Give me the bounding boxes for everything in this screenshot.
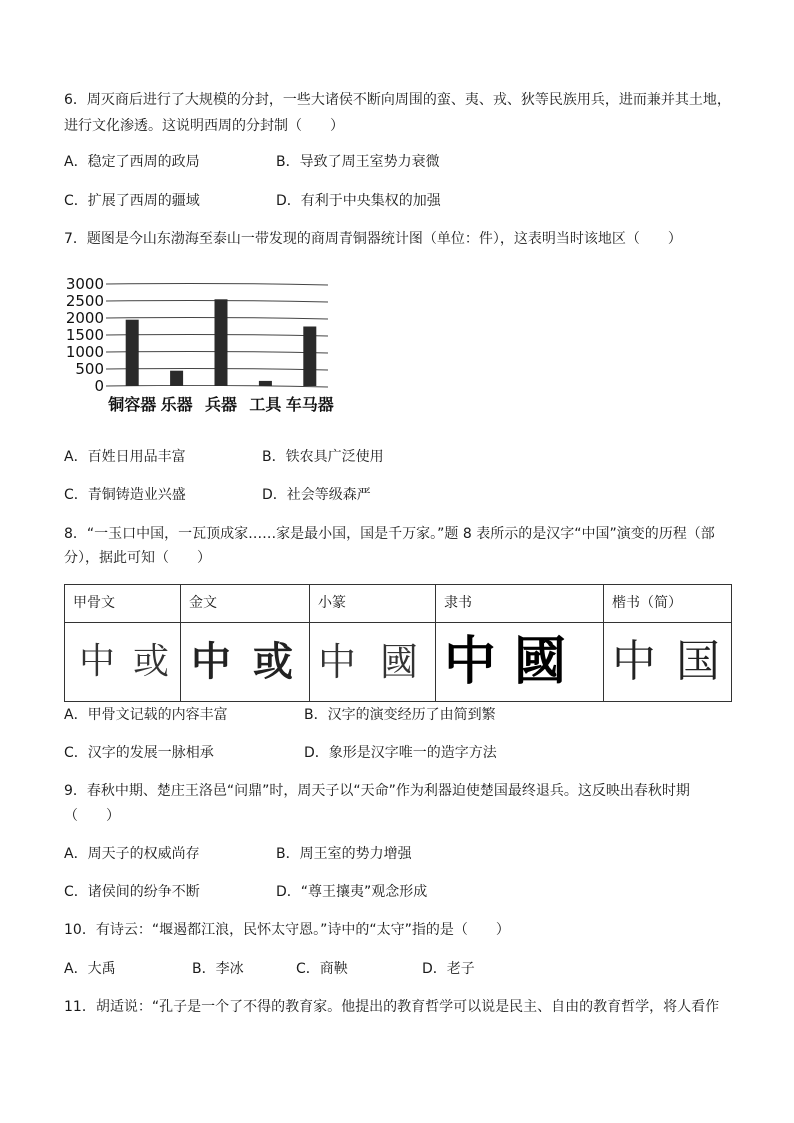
q8-option-c: C．汉字的发展一脉相承 xyxy=(64,745,214,761)
q9-stem-line2: （ ） xyxy=(64,808,120,824)
regular-script-glyphs: 中国 xyxy=(612,636,740,687)
oracle-bone-glyphs: 中或 xyxy=(79,641,188,682)
q9-option-d: D．“尊王攘夷”观念形成 xyxy=(276,884,428,900)
q6-option-c: C．扩展了西周的疆域 xyxy=(64,193,200,209)
q9-option-a: A．周天子的权威尚存 xyxy=(64,846,200,862)
q7-stem: 7．题图是今山东渤海至泰山一带发现的商周青铜器统计图（单位：件），这表明当时该地区（ ） xyxy=(64,231,682,247)
header-oracle-bone: 甲骨文 xyxy=(73,595,115,611)
table-glyph-cell xyxy=(436,623,604,701)
chart-bar xyxy=(303,327,316,387)
bronze-inscription-glyphs: 中或 xyxy=(191,638,315,685)
q10-option-d: D．老子 xyxy=(422,961,475,977)
table-glyph-cell xyxy=(65,623,188,701)
chart-bar xyxy=(170,371,183,386)
chart-y-tick-label: 0 xyxy=(94,377,104,395)
chart-y-tick-label: 2000 xyxy=(65,309,104,327)
q11-stem-line1: 11．胡适说：“孔子是一个了不得的教育家。他提出的教育哲学可以说是民主、自由的教育哲学，将人看作 xyxy=(64,999,720,1015)
q7-option-b: B．铁农具广泛使用 xyxy=(262,449,384,465)
chart-bar xyxy=(259,381,272,386)
q9-stem-line1: 9．春秋中期、楚庄王洛邑“问鼎”时，周天子以“天命”作为利器迫使楚国最终退兵。这反映出春秋时期 xyxy=(64,783,690,799)
q6-option-b: B．导致了周王室势力衰微 xyxy=(276,154,440,170)
q8-option-a: A．甲骨文记载的内容丰富 xyxy=(64,707,228,723)
chart-y-tick-label: 1000 xyxy=(65,343,104,361)
q6-stem-line2: 进行文化渗透。这说明西周的分封制（ ） xyxy=(64,118,344,134)
bronze-ware-bar-chart xyxy=(62,272,334,422)
chart-y-ticks xyxy=(66,275,104,395)
chart-y-tick-label: 500 xyxy=(75,360,104,378)
table-header-cell xyxy=(310,585,436,623)
header-small-seal: 小篆 xyxy=(318,595,346,611)
q10-option-a: A．大禹 xyxy=(64,961,116,977)
table-header-cell xyxy=(604,585,731,623)
q8-stem-line2: 分），据此可知（ ） xyxy=(64,550,211,566)
header-clerical: 隶书 xyxy=(444,595,472,611)
q10-stem: 10．有诗云：“堰遏都江浪，民怀太守恩。”诗中的“太守”指的是（ ） xyxy=(64,922,510,938)
table-header-cell xyxy=(436,585,604,623)
q7-option-d: D．社会等级森严 xyxy=(262,487,371,503)
table-glyph-cell xyxy=(310,623,443,701)
chart-x-labels xyxy=(107,395,334,414)
chart-y-tick-label: 1500 xyxy=(65,326,104,344)
header-bronze-inscription: 金文 xyxy=(189,595,217,611)
chart-x-label: 兵器 xyxy=(204,395,238,414)
chart-y-tick-label: 2500 xyxy=(65,292,104,310)
table-header-cell xyxy=(181,585,310,623)
chinese-script-evolution-table xyxy=(64,584,740,702)
q7-option-c: C．青铜铸造业兴盛 xyxy=(64,487,186,503)
chart-y-tick-label: 3000 xyxy=(65,275,104,293)
q9-option-c: C．诸侯间的纷争不断 xyxy=(64,884,200,900)
clerical-glyphs: 中國 xyxy=(444,632,585,692)
chart-x-label: 车马器 xyxy=(285,395,334,414)
chart-x-label: 铜容器 xyxy=(108,395,157,414)
q8-stem-line1: 8．“一玉口中国，一瓦顶成家……家是最小国，国是千万家。”题 8 表所示的是汉字“中国”演变的历程（部 xyxy=(64,526,715,542)
chart-bars xyxy=(126,299,317,386)
table-glyph-cell xyxy=(604,623,740,701)
chart-bar xyxy=(215,299,228,386)
q6-option-a: A．稳定了西周的政局 xyxy=(64,154,200,170)
header-regular-simplified: 楷书（简） xyxy=(612,595,682,611)
small-seal-glyphs: 中國 xyxy=(318,640,443,684)
chart-gridline xyxy=(106,283,328,285)
table-header-cell xyxy=(65,585,181,623)
q10-option-b: B．李冰 xyxy=(192,961,244,977)
q8-option-d: D．象形是汉字唯一的造字方法 xyxy=(304,745,497,761)
chart-x-label: 乐器 xyxy=(160,395,193,414)
q10-option-c: C．商鞅 xyxy=(296,961,348,977)
chart-x-label: 工具 xyxy=(249,395,282,414)
q6-stem-line1: 6．周灭商后进行了大规模的分封，一些大诸侯不断向周围的蛮、夷、戎、狄等民族用兵，进而兼并其土地， xyxy=(64,92,731,108)
table-glyph-cell xyxy=(181,623,315,701)
q8-option-b: B．汉字的演变经历了由简到繁 xyxy=(304,707,496,723)
q7-option-a: A．百姓日用品丰富 xyxy=(64,449,186,465)
q9-option-b: B．周王室的势力增强 xyxy=(276,846,412,862)
q6-option-d: D．有利于中央集权的加强 xyxy=(276,193,441,209)
chart-bar xyxy=(126,320,139,386)
